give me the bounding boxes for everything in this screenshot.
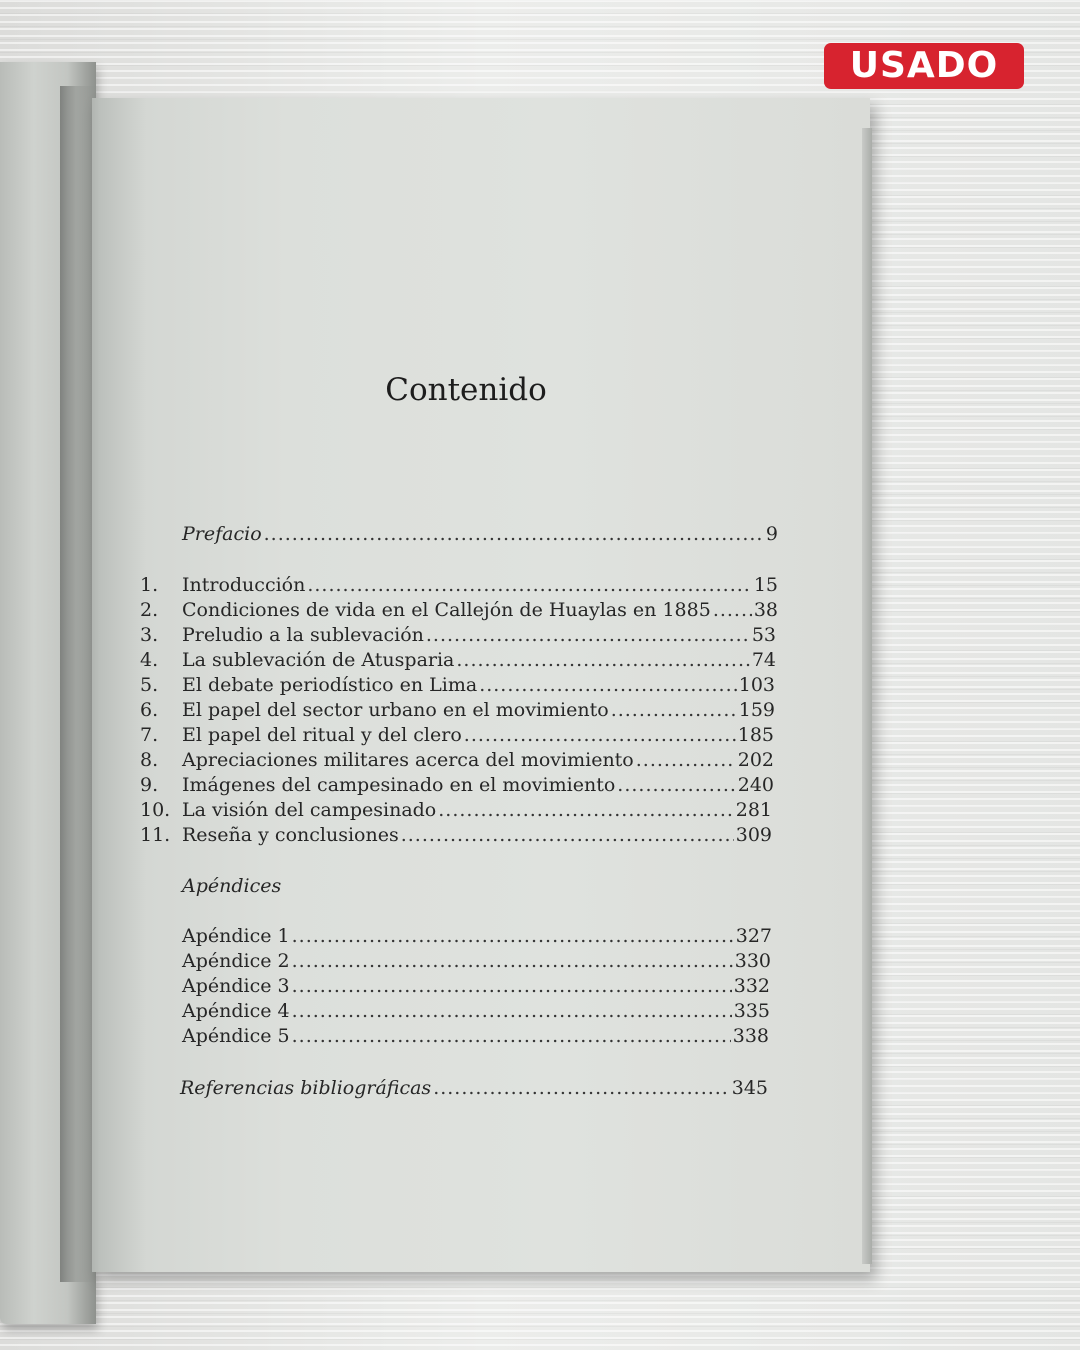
toc-entry-page: 309	[735, 824, 772, 846]
leader-dots	[292, 949, 733, 973]
appendices-heading: Apéndices	[182, 875, 282, 897]
toc-entry-chapter	[140, 598, 778, 622]
toc-entry-appendix	[182, 999, 770, 1023]
toc-entry-page: 335	[733, 1000, 770, 1022]
chapter-number: 9.	[140, 774, 159, 796]
toc-entry-chapter	[140, 723, 774, 747]
toc-entry-page: 38	[753, 599, 778, 621]
toc-entry-appendix	[182, 924, 772, 948]
toc-entry-label: Condiciones de vida en el Callejón de Huaylas en 1885	[182, 599, 711, 621]
leader-dots	[307, 573, 751, 597]
toc-entry-page: 327	[735, 925, 772, 947]
toc-entry-page: 330	[734, 950, 771, 972]
toc-entry-label: Reseña y conclusiones	[182, 824, 399, 846]
toc-entry-chapter	[140, 698, 775, 722]
toc-entry-page: 103	[738, 674, 775, 696]
toc-entry-chapter	[140, 773, 774, 797]
toc-entry-label: La visión del campesinado	[182, 799, 437, 821]
chapter-number: 10.	[140, 799, 171, 821]
toc-entry-label: Imágenes del campesinado en el movimiento	[182, 774, 616, 796]
toc-entry-page: 9	[765, 523, 778, 545]
chapter-number: 4.	[140, 649, 159, 671]
leader-dots	[456, 648, 749, 672]
chapter-number: 7.	[140, 724, 159, 746]
toc-entry-page: 202	[737, 749, 774, 771]
leader-dots	[611, 698, 737, 722]
toc-entry-page: 332	[733, 975, 770, 997]
toc-entry-page: 53	[751, 624, 776, 646]
leader-dots	[426, 623, 750, 647]
toc-entry-chapter	[140, 823, 772, 847]
toc-entry-preface	[182, 522, 778, 546]
toc-entry-appendix	[182, 974, 770, 998]
toc-entry-label: Apreciaciones militares acerca del movimiento	[182, 749, 634, 771]
page-title: Contenido	[385, 372, 547, 408]
toc-entry-chapter	[140, 673, 775, 697]
leader-dots	[292, 924, 734, 948]
toc-entry-label: Introducción	[182, 574, 306, 596]
toc-entry-label: El debate periodístico en Lima	[182, 674, 478, 696]
toc-entry-label: Preludio a la sublevación	[182, 624, 424, 646]
leader-dots	[292, 974, 732, 998]
leader-dots	[264, 522, 764, 546]
toc-entry-chapter	[140, 623, 776, 647]
used-badge: USADO	[824, 43, 1024, 89]
leader-dots	[464, 723, 736, 747]
chapter-number: 5.	[140, 674, 159, 696]
toc-entry-label: Apéndice 4	[182, 1000, 290, 1022]
toc-entry-label: Apéndice 5	[182, 1025, 290, 1047]
toc-entry-label: Prefacio	[182, 523, 262, 545]
toc-entry-label: Referencias bibliográficas	[180, 1077, 432, 1099]
toc-entry-chapter	[140, 648, 776, 672]
chapter-number: 6.	[140, 699, 159, 721]
leader-dots	[479, 673, 737, 697]
leader-dots	[292, 1024, 731, 1048]
leader-dots	[401, 823, 734, 847]
toc-entry-chapter	[140, 748, 774, 772]
toc-entry-appendix	[182, 1024, 769, 1048]
leader-dots	[292, 999, 732, 1023]
toc-entry-label: La sublevación de Atusparia	[182, 649, 455, 671]
toc-entry-page: 15	[753, 574, 778, 596]
toc-entry-page: 345	[731, 1077, 768, 1099]
leader-dots	[438, 798, 733, 822]
chapter-number: 3.	[140, 624, 159, 646]
leader-dots	[617, 773, 735, 797]
toc-entry-label: Apéndice 3	[182, 975, 290, 997]
toc-entry-page: 240	[737, 774, 774, 796]
toc-entry-references	[180, 1076, 768, 1100]
toc-entry-chapter	[140, 798, 772, 822]
toc-entry-page: 185	[737, 724, 774, 746]
toc-entry-label: Apéndice 2	[182, 950, 290, 972]
leader-dots	[433, 1076, 730, 1100]
leader-dots	[713, 598, 752, 622]
toc-entry-label: Apéndice 1	[182, 925, 290, 947]
chapter-number: 11.	[140, 824, 171, 846]
toc-entry-page: 338	[732, 1025, 769, 1047]
chapter-number: 1.	[140, 574, 159, 596]
toc-entry-page: 281	[735, 799, 772, 821]
toc-entry-label: El papel del sector urbano en el movimiento	[182, 699, 609, 721]
toc-entry-page: 74	[751, 649, 776, 671]
toc-entry-appendix	[182, 949, 771, 973]
toc-entry-page: 159	[738, 699, 775, 721]
chapter-number: 2.	[140, 599, 159, 621]
toc-entry-label: El papel del ritual y del clero	[182, 724, 462, 746]
toc-entry-chapter	[140, 573, 778, 597]
leader-dots	[636, 748, 736, 772]
chapter-number: 8.	[140, 749, 159, 771]
